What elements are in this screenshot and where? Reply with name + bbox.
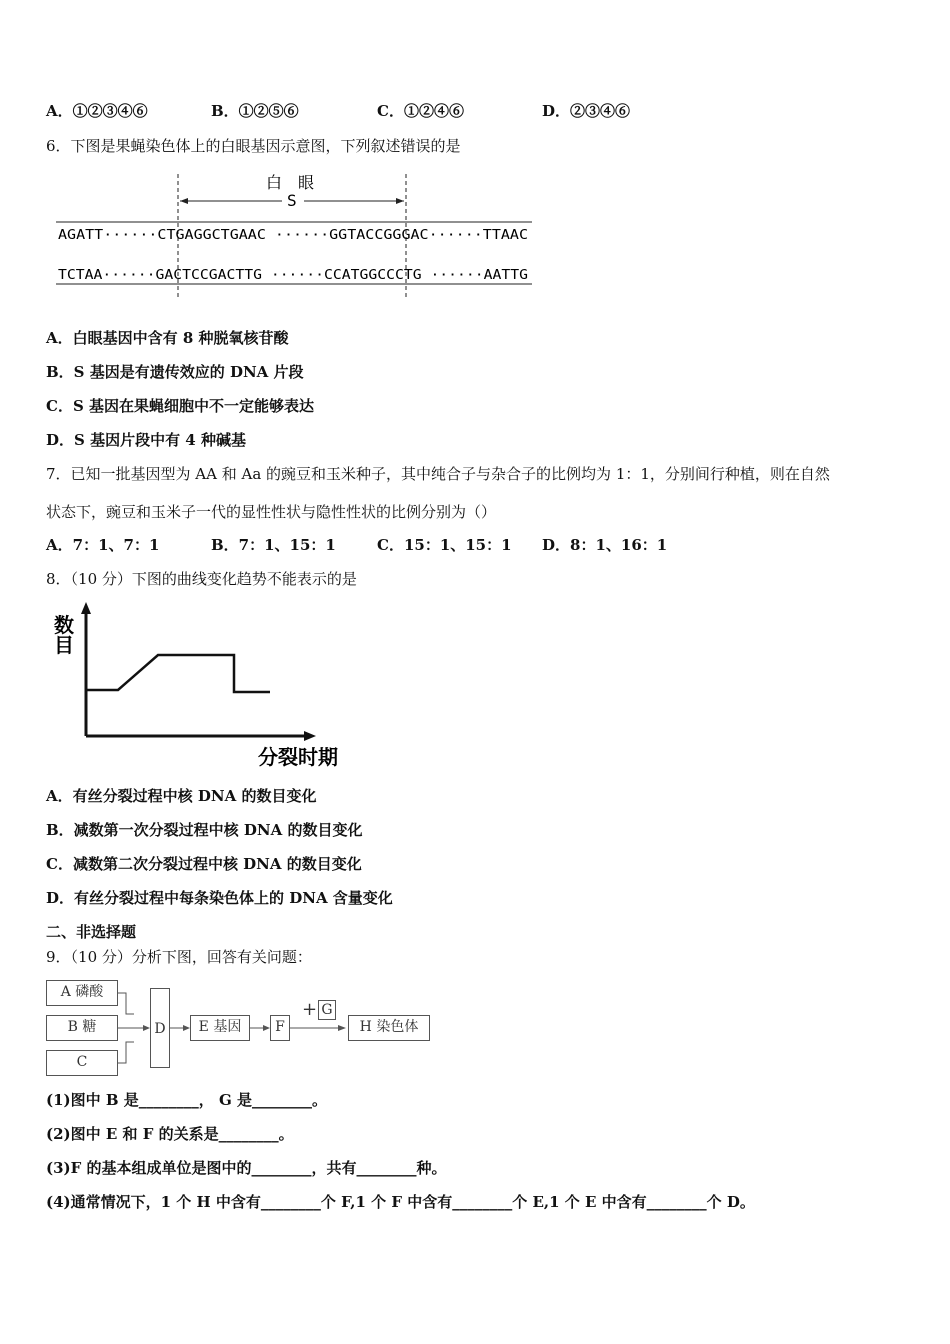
q8-option-a: A．有丝分裂过程中核 DNA 的数目变化 xyxy=(46,787,317,805)
q5-option-a: A．①②③④⑥ xyxy=(46,102,148,120)
q6-option-d: D．S 基因片段中有 4 种碱基 xyxy=(46,431,246,449)
q9-flow-figure xyxy=(46,976,436,1080)
x-axis-arrow xyxy=(304,731,316,741)
y-axis-label-char1: 数 xyxy=(54,613,74,637)
q8-curve-figure xyxy=(50,600,360,775)
flow-box-a: A 磷酸 xyxy=(46,980,118,1006)
q6-option-b: B．S 基因是有遗传效应的 DNA 片段 xyxy=(46,363,304,381)
q7-option-b: B．7：1、15：1 xyxy=(211,536,336,554)
flow-box-g: G xyxy=(318,1000,336,1020)
flow-box-h: H 染色体 xyxy=(348,1015,430,1041)
q8-curve-chart xyxy=(50,600,360,775)
section-title: 二、非选择题 xyxy=(46,923,137,941)
flow-box-e: E 基因 xyxy=(190,1015,250,1041)
q8-option-d: D．有丝分裂过程中每条染色体上的 DNA 含量变化 xyxy=(46,889,393,907)
top-strand-sequence: AGATT······CTGAGGCTGAAC ······GGTACCGGGAC······TTAAC xyxy=(58,228,528,243)
s-arrow-left-head xyxy=(180,198,188,204)
q8-option-c: C．减数第二次分裂过程中核 DNA 的数目变化 xyxy=(46,855,362,873)
q7-stem-line1: 7．已知一批基因型为 AA 和 Aa 的豌豆和玉米种子，其中纯合子与杂合子的比例均为 1：1，分别间行种植，则在自然 xyxy=(46,465,830,483)
q7-stem-line2: 状态下，豌豆和玉米子一代的显性性状与隐性性状的比例分别为（） xyxy=(46,503,497,521)
y-axis-arrow xyxy=(81,602,91,614)
flow-box-f: F xyxy=(270,1015,290,1041)
s-arrow-right-head xyxy=(396,198,404,204)
q5-option-d: D．②③④⑥ xyxy=(542,102,631,120)
gene-label: 白 眼 xyxy=(266,173,315,192)
flow-box-d: D xyxy=(150,988,170,1068)
q6-option-a: A．白眼基因中含有 8 种脱氧核苷酸 xyxy=(46,329,289,347)
curve-line xyxy=(86,655,270,692)
q9-sub1: (1)图中 B 是________， G 是________。 xyxy=(46,1091,328,1109)
q7-option-d: D．8：1、16：1 xyxy=(542,536,668,554)
q5-option-c: C．①②④⑥ xyxy=(377,102,464,120)
q9-sub3: (3)F 的基本组成单位是图中的________，共有________种。 xyxy=(46,1159,447,1177)
q6-option-c: C．S 基因在果蝇细胞中不一定能够表达 xyxy=(46,397,314,415)
segment-label: S xyxy=(287,191,297,210)
q7-option-c: C．15：1、15：1 xyxy=(377,536,512,554)
flow-box-c: C xyxy=(46,1050,118,1076)
q5-option-b: B．①②⑤⑥ xyxy=(211,102,299,120)
q8-option-b: B．减数第一次分裂过程中核 DNA 的数目变化 xyxy=(46,821,363,839)
x-axis-label: 分裂时期 xyxy=(258,745,338,769)
q8-stem: 8．（10 分）下图的曲线变化趋势不能表示的是 xyxy=(46,570,357,588)
gene-diagram xyxy=(54,170,534,300)
q7-option-a: A．7：1、7：1 xyxy=(46,536,160,554)
bottom-strand-sequence: TCTAA······GACTCCGACTTG ······CCATGGCCCTG ······AATTG xyxy=(58,268,529,283)
y-axis-label-char2: 目 xyxy=(54,633,74,657)
q9-stem: 9．（10 分）分析下图，回答有关问题： xyxy=(46,948,312,966)
flow-box-b: B 糖 xyxy=(46,1015,118,1041)
q9-sub2: (2)图中 E 和 F 的关系是________。 xyxy=(46,1125,294,1143)
q6-stem: 6．下图是果蝇染色体上的白眼基因示意图，下列叙述错误的是 xyxy=(46,137,461,155)
q9-sub4: (4)通常情况下，1 个 H 中含有________个 F,1 个 F 中含有________个 E,1 个 E 中含有________个 D。 xyxy=(46,1193,755,1211)
flow-plus-sign: + xyxy=(302,999,318,1020)
q6-gene-figure xyxy=(54,170,534,300)
